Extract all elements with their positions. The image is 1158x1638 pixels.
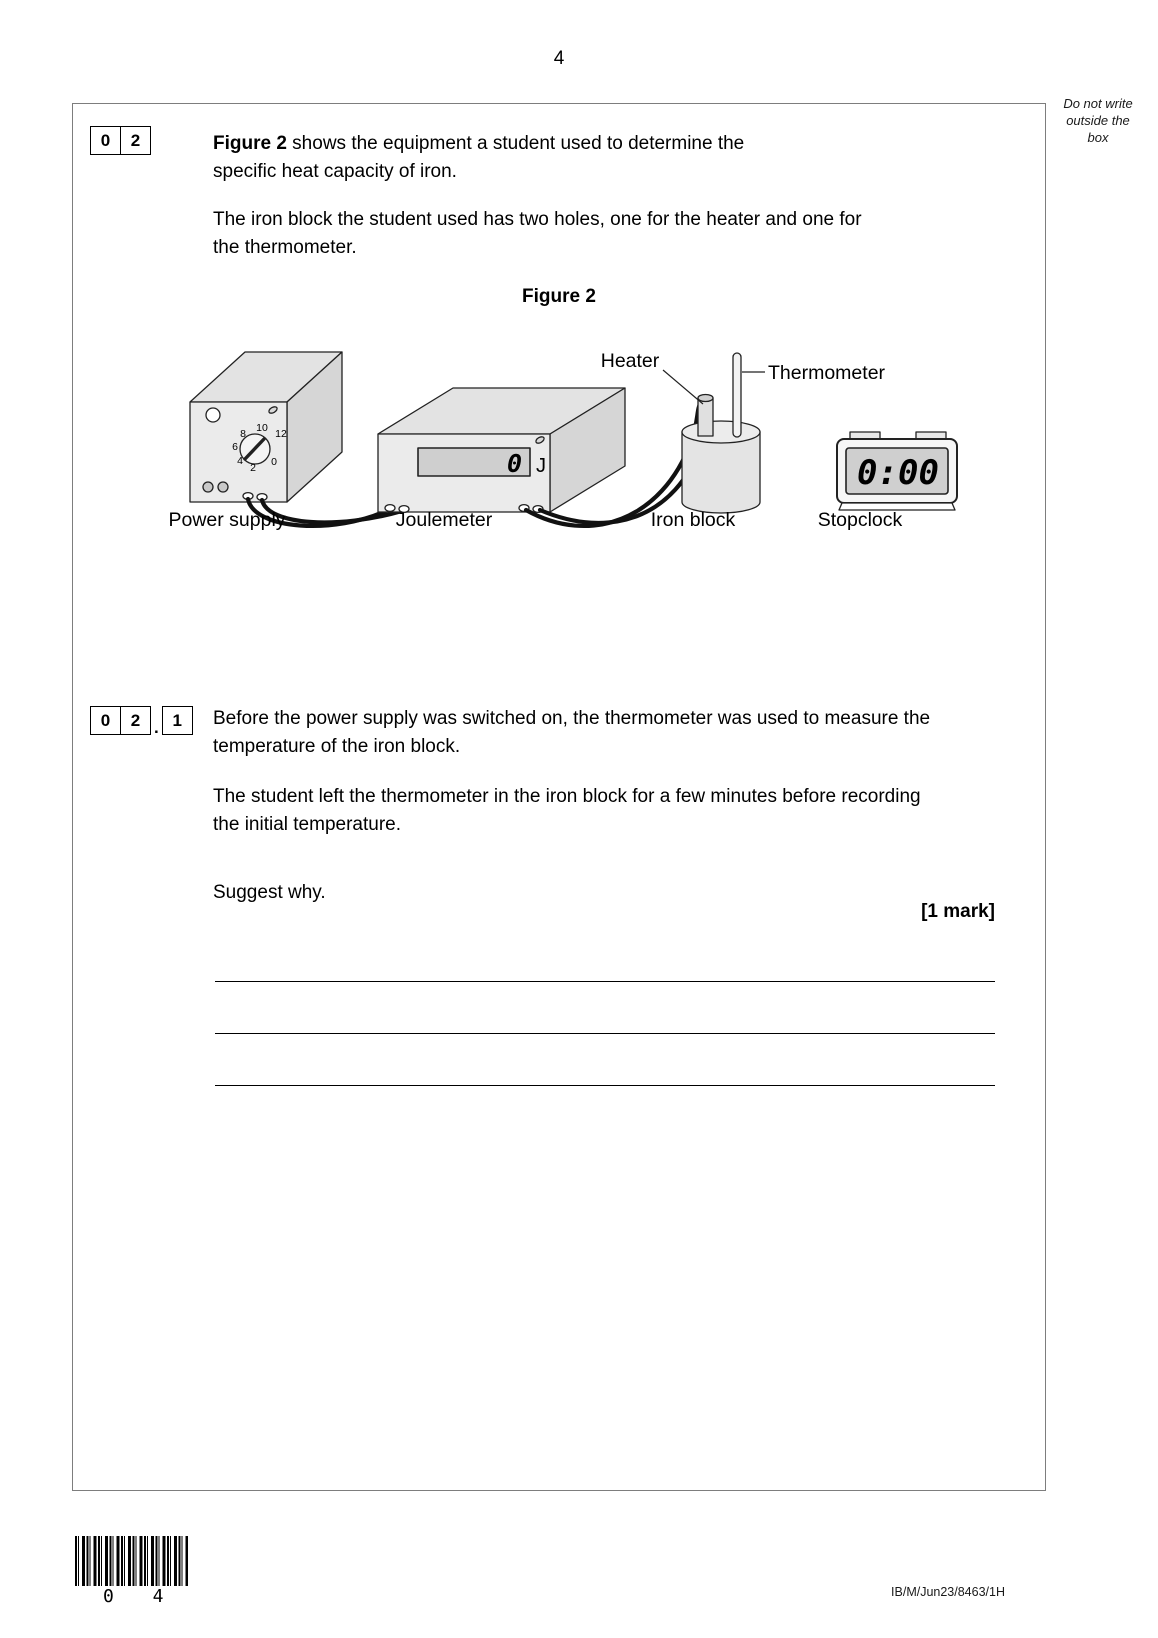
question-number-cells bbox=[90, 706, 151, 735]
question-digit: 0 bbox=[100, 130, 111, 150]
socket-icon bbox=[218, 482, 228, 492]
q2-para2-line2: the thermometer. bbox=[213, 237, 357, 258]
do-not-write-line: box bbox=[1087, 130, 1109, 145]
question-digit: 2 bbox=[120, 127, 150, 154]
figure-title: Figure 2 bbox=[522, 286, 596, 307]
barcode-page-digits: 0 4 bbox=[103, 1586, 178, 1607]
heater-element bbox=[698, 398, 713, 436]
dial-number: 4 bbox=[237, 455, 243, 467]
dial-number: 12 bbox=[275, 428, 287, 440]
dial-number: 8 bbox=[240, 428, 246, 440]
iron-block-drawing bbox=[682, 353, 760, 513]
page-number: 4 bbox=[553, 48, 565, 69]
socket-icon bbox=[203, 482, 213, 492]
paper-reference-code: IB/M/Jun23/8463/1H bbox=[891, 1585, 1005, 1599]
answer-line-2[interactable] bbox=[215, 1033, 995, 1034]
q2-1-line2: temperature of the iron block. bbox=[213, 736, 461, 757]
do-not-write-note bbox=[1048, 95, 1148, 146]
q2-1-line4: the initial temperature. bbox=[213, 814, 401, 835]
joulemeter-reading: 0 bbox=[506, 449, 522, 478]
q2-intro-line2: specific heat capacity of iron. bbox=[213, 161, 457, 182]
indicator-lamp bbox=[206, 408, 220, 422]
answer-line-3[interactable] bbox=[215, 1085, 995, 1086]
dial-number: 0 bbox=[271, 456, 277, 468]
question-number-cells bbox=[162, 706, 193, 735]
iron-block-body bbox=[682, 432, 760, 513]
question-number-02-1 bbox=[90, 706, 193, 735]
dial-number: 2 bbox=[250, 462, 256, 474]
terminal-plug bbox=[385, 505, 395, 512]
q2-intro-rest: shows the equipment a student used to determine the bbox=[286, 133, 745, 154]
iron-block-top bbox=[682, 421, 760, 443]
answer-line-1[interactable] bbox=[215, 981, 995, 982]
question-number-separator: . bbox=[154, 718, 159, 737]
q2-1-line1: Before the power supply was switched on, the thermometer was used to measure the bbox=[213, 708, 931, 729]
thermometer-rod bbox=[733, 353, 741, 437]
thermometer-label: Thermometer bbox=[768, 362, 886, 384]
joulemeter-label: Joulemeter bbox=[395, 509, 493, 531]
question-digit: 1 bbox=[172, 710, 182, 730]
question-digit: 0 bbox=[100, 710, 111, 730]
dial-number: 10 bbox=[256, 422, 268, 434]
stopclock-label: Stopclock bbox=[817, 509, 903, 531]
power-supply-label: Power supply bbox=[168, 509, 286, 531]
joulemeter-drawing bbox=[378, 388, 625, 512]
q2-1-prompt: Suggest why. bbox=[213, 882, 326, 903]
do-not-write-line: Do not write bbox=[1063, 96, 1133, 111]
q2-1-line3: The student left the thermometer in the iron block for a few minutes before recording bbox=[213, 786, 921, 807]
barcode bbox=[75, 1536, 188, 1586]
question-number-cells bbox=[90, 126, 151, 155]
question-number-02 bbox=[90, 126, 151, 155]
joulemeter-unit: J bbox=[536, 455, 546, 477]
figure2-diagram bbox=[150, 322, 1010, 536]
heater-label: Heater bbox=[600, 350, 660, 372]
question-digit: 2 bbox=[120, 707, 150, 734]
iron-block-label: Iron block bbox=[650, 509, 736, 531]
figure-ref-bold: Figure 2 bbox=[213, 133, 287, 154]
heater-top bbox=[698, 395, 713, 402]
q2-intro-line1 bbox=[213, 133, 744, 155]
do-not-write-line: outside the bbox=[1066, 113, 1130, 128]
stopclock-reading: 0:00 bbox=[857, 453, 939, 493]
marks-label: [1 mark] bbox=[921, 901, 995, 922]
heater-leader-line bbox=[663, 370, 703, 404]
q2-para2-line1: The iron block the student used has two holes, one for the heater and one for bbox=[213, 209, 862, 230]
dial-number: 6 bbox=[232, 441, 238, 453]
